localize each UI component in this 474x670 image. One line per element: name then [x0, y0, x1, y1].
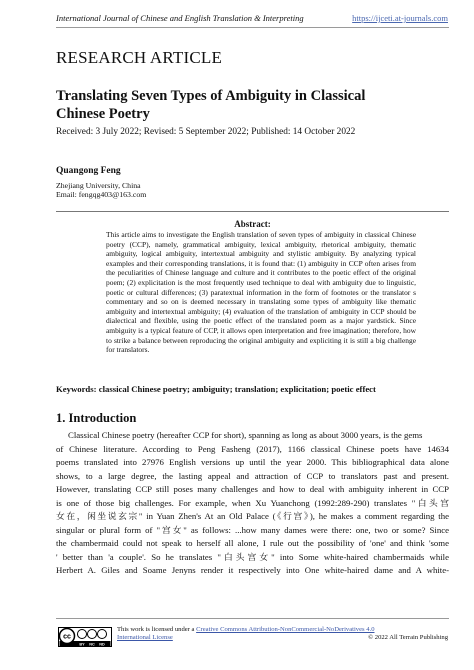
introduction-body	[56, 429, 449, 578]
intro-line: Classical Chinese poetry (hereafter CCP for short), spanning as long as about 3000 years, is the gems	[68, 430, 423, 440]
intro-line: is one of those big challenges. For example, when Xu Yuanchong (1992:289-290) translates "白头宫	[56, 497, 449, 508]
abstract-divider	[56, 211, 449, 212]
license-prefix: This work is licensed under a	[117, 626, 195, 633]
article-dates: Received: 3 July 2022; Revised: 5 September 2022; Published: 14 October 2022	[56, 127, 356, 137]
intro-line: of Chinese literature. According to Peng Fasheng (2017), 1166 classical Chinese poets have 14634	[56, 443, 449, 454]
author-name: Quangong Feng	[56, 166, 121, 176]
intro-line: poems translated into 27976 English versions up until the year 2000. This bibliographical data alone	[56, 457, 449, 467]
footer-divider	[56, 618, 449, 619]
license-line-1	[117, 626, 375, 634]
keywords: Keywords: classical Chinese poetry; ambiguity; translation; explicitation; poetic effect	[56, 384, 376, 394]
intro-line: 女在，闲坐说玄宗" in Yuan Zhen's At an Old Palace (《行宫》), he makes a comment regarding the	[56, 511, 449, 521]
intro-line: However, translating CCP still poses many challenges and how to deal with ambiguity inherent in CCP	[56, 484, 449, 494]
cc-badge-nd: ND	[99, 642, 105, 647]
header-divider	[56, 27, 449, 28]
journal-url-link[interactable]: https://ijceti.at-journals.com	[352, 13, 448, 23]
affiliation-text: Zhejiang University, China	[56, 181, 141, 190]
author-email: Email: fengqg403@163.com	[56, 190, 147, 200]
cc-badge-cc: cc	[63, 633, 71, 641]
intro-line: the chambermaid could not speak to herself all alone, I rule out the possibility of 'one' and think 'some	[56, 538, 449, 548]
intro-line: shows, to a large degree, the lasting appeal and attraction of CCP to translators past and present.	[56, 470, 449, 481]
copyright-notice: © 2022 All Terrain Publishing	[368, 634, 448, 641]
license-statement	[117, 626, 375, 642]
license-link[interactable]: Creative Commons Attribution-NonCommercial-NoDerivatives 4.0	[196, 626, 375, 633]
cc-badge-by: BY	[79, 642, 85, 647]
intro-line: ' better than 'a couple'. So he translates "白头宫女" into Some white-haired chambermaids while	[56, 551, 449, 562]
abstract-heading: Abstract:	[234, 219, 271, 229]
section-heading-introduction: 1. Introduction	[56, 411, 137, 425]
intro-line: singular or plural form of "宫女" as follows: ...how many dames were there: one, two or some? Since	[56, 524, 449, 535]
article-title: Translating Seven Types of Ambiguity in Classical Chinese Poetry	[56, 88, 366, 122]
abstract-text: This article aims to investigate the English translation of seven types of ambiguity in classical Chinese poetry (CCP), namely, grammatical ambiguity, lexical ambiguity, rhetorical ambiguity, thematic ambiguity, logical ambiguity, intertextual ambiguity and stylistic ambiguity. By analyzing typical examples and their corresponding translations, it is found that: (1) ambiguity in CCP often arises from the peculiarities of Chinese language and culture and it contributes to the poetic effect of the original poem; (2) explicitation is the most frequently used technique to deal with ambiguity due to linguistic, poetic or cultural differences; (3) paratextual information in the form of footnotes or the translator s commentary and so on is deemed necessary in translating some types of ambiguity like thematic ambiguity and intertextual ambiguity; (4) evaluation of the translation of ambiguity in CCP should be dialectical and flexible, using the poetic effect of the translated poem as a major yardstick. Since ambiguity is a typical feature of CCP, it allows open interpretation and free imagination; therefore, how to strike a balance between reproducing the original ambiguity and expliciting it is still a big challenge for translators.	[106, 230, 416, 355]
journal-name: International Journal of Chinese and English Translation & Interpreting	[56, 13, 304, 23]
article-type: RESEARCH ARTICLE	[56, 48, 223, 67]
cc-license-badge-icon[interactable]	[58, 627, 112, 647]
license-link-continued[interactable]: International License	[117, 634, 173, 641]
cc-badge-nc: NC	[89, 642, 95, 647]
author-affiliation	[56, 181, 146, 200]
intro-line: Herbert A. Giles and Soame Jenyns render it respectively into One white-haired dame and A white-	[56, 565, 449, 575]
